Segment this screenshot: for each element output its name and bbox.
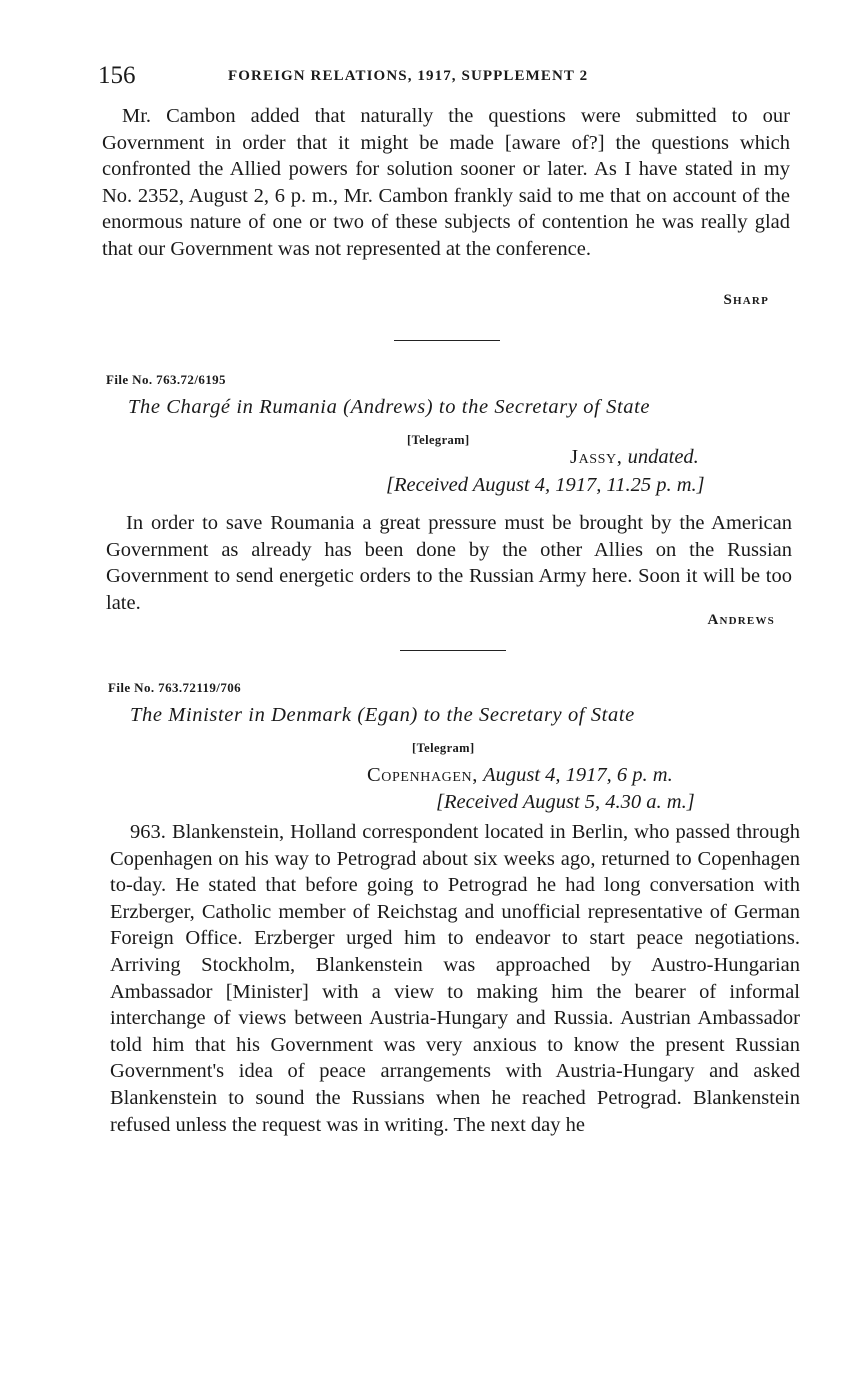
section3-body: 963. Blankenstein, Holland correspondent located in Berlin, who passed through Copenhagen on his way to Petrograd about six weeks ago, returned to Copenhagen to-day. He stated that before going to Petrograd he had long conversation with Erzberger, Catholic member of Reichstag and unofficial representative of German Foreign Office. Erzberger urged him to endeavor to start peace negotiations. Arriving Stockholm, Blankenstein was approached by Austro-Hungarian Ambassador [Minister] with a view to making him the bearer of informal interchange of views between Austria-Hungary and Russia. Austrian Ambassador told him that his Government was very anxious to know the present Russian Government's idea of peace arrangements with Austria-Hungary and asked Blankenstein to sound the Russians when he reached Petrograd. Blankenstein refused unless the request was in writing. The next day he xyxy=(110,821,800,1136)
running-title: FOREIGN RELATIONS, 1917, SUPPLEMENT 2 xyxy=(228,68,589,84)
section2-telegram-label: [Telegram] xyxy=(407,433,470,447)
section3-title: The Minister in Denmark (Egan) to the Secretary of State xyxy=(130,704,635,726)
section1-signature: Sharp xyxy=(723,292,769,308)
section2-date: undated. xyxy=(627,446,699,468)
section-divider-1 xyxy=(394,340,500,341)
section2-received: [Received August 4, 1917, 11.25 p. m.] xyxy=(386,474,705,496)
section3-place: Copenhagen, xyxy=(367,764,478,786)
section3-file-number: File No. 763.72119/706 xyxy=(108,680,242,695)
section2-dateline xyxy=(570,446,699,469)
section3-telegram-label: [Telegram] xyxy=(412,741,475,755)
section2-title: The Chargé in Rumania (Andrews) to the Secretary of State xyxy=(128,396,651,418)
running-header xyxy=(98,62,778,96)
section3-dateline xyxy=(367,764,673,787)
section3-received: [Received August 5, 4.30 a. m.] xyxy=(436,791,695,813)
section2-file-number: File No. 763.72/6195 xyxy=(106,372,226,387)
section2-signature: Andrews xyxy=(707,612,775,628)
page-number: 156 xyxy=(98,62,136,89)
section2-body: In order to save Roumania a great pressure must be brought by the American Government as already has been done by the other Allies on the Russian Government to send energetic orders to the Russian Army here. Soon it will be too late. xyxy=(106,512,792,614)
section1-body: Mr. Cambon added that naturally the questions were submitted to our Government in order that it might be made [aware of?] the questions which confronted the Allied powers for solution sooner or later. As I have stated in my No. 2352, August 2, 6 p. m., Mr. Cambon frankly said to me that on account of the enormous nature of one or two of these subjects of contention he was really glad that our Government was not represented at the conference. xyxy=(102,105,790,260)
section3-date: August 4, 1917, 6 p. m. xyxy=(483,764,673,786)
section-divider-2 xyxy=(400,650,506,651)
section2-place: Jassy, xyxy=(570,446,623,468)
